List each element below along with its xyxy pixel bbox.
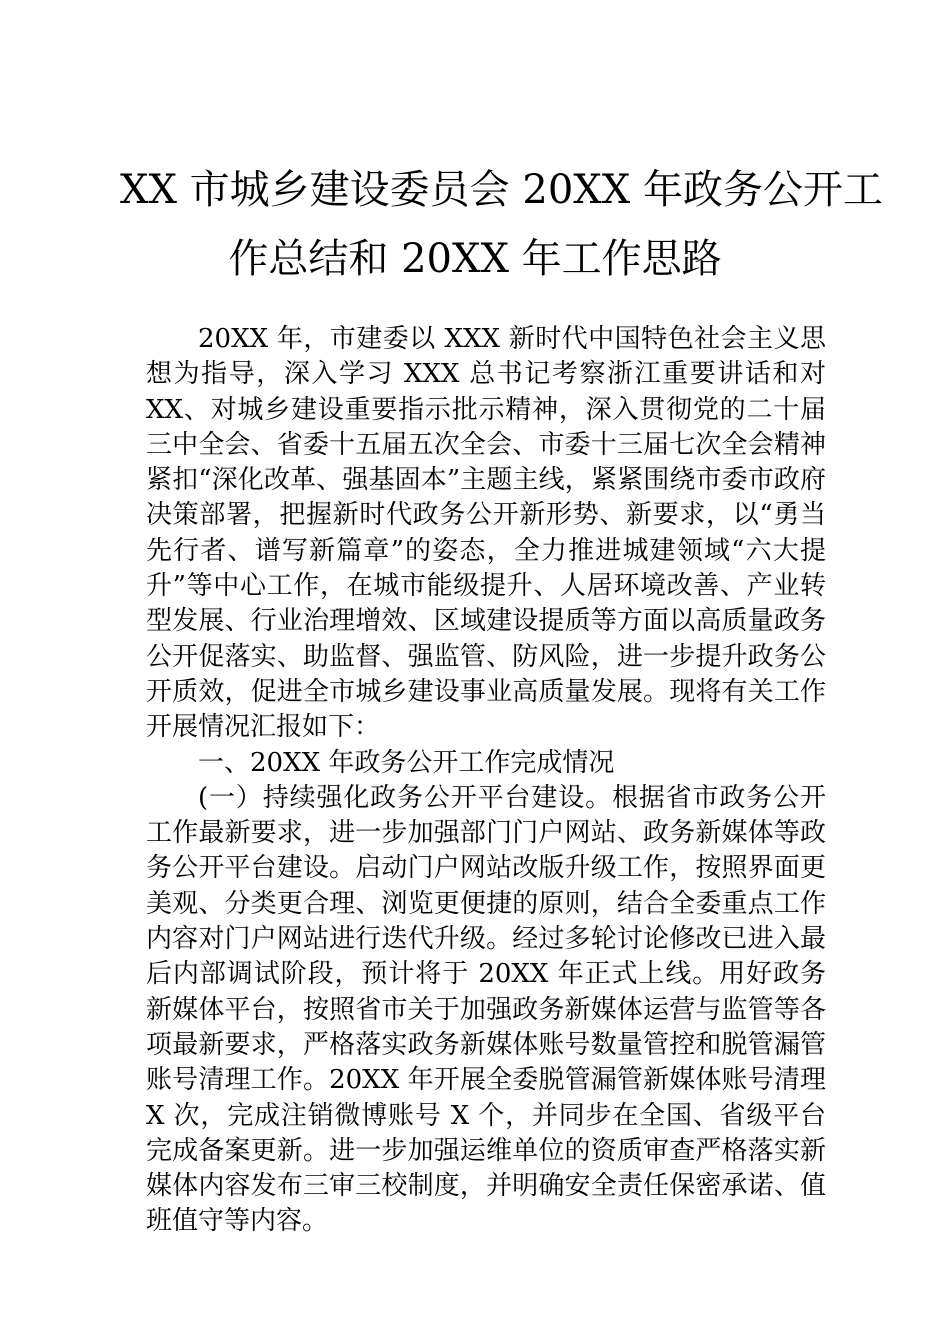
section-heading: 一、20XX 年政务公开工作完成情况 [198,747,615,778]
document-body [146,322,826,1240]
document-title-line-2: 作总结和 20XX 年工作思路 [228,236,722,282]
document-title-line-1: XX 市城乡建设委员会 20XX 年政务公开工 [120,167,883,213]
intro-paragraph: 20XX 年，市建委以 XXX 新时代中国特色社会主义思想为指导，深入学习 XXX 总书记考察浙江重要讲话和对 XX、对城乡建设重要指示批示精神，深入贯彻党的二十届三中全会、省委十五届五次全会、市委十三届七次全会精神紧扣“深化改革、强基固本”主题主线，紧紧围绕市委市政府决策部署，把握新时代政务公开新形势、新要求，以“勇当先行者、谱写新篇章”的姿态，全力推进城建领域“六大提升”等中心工作，在城市能级提升、人居环境改善、产业转型发展、行业治理增效、区域建设提质等方面以高质量政务公开促落实、助监督、强监管、防风险，进一步提升政务公开质效，促进全市城乡建设事业高质量发展。现将有关工作开展情况汇报如下： [146,324,826,743]
subsection-paragraph: (一）持续强化政务公开平台建设。根据省市政务公开工作最新要求，进一步加强部门门户网站、政务新媒体等政务公开平台建设。启动门户网站改版升级工作，按照界面更美观、分类更合理、浏览更便捷的原则，结合全委重点工作内容对门户网站进行迭代升级。经过多轮讨论修改已进入最后内部调试阶段，预计将于 20XX 年正式上线。用好政务新媒体平台，按照省市关于加强政务新媒体运营与监管等各项最新要求，严格落实政务新媒体账号数量管控和脱管漏管账号清理工作。20XX 年开展全委脱管漏管新媒体账号清理 X 次，完成注销微博账号 X 个，并同步在全国、省级平台完成备案更新。进一步加强运维单位的资质审查严格落实新媒体内容发布三审三校制度，并明确安全责任保密承诺、值班值守等内容。 [146,782,826,1237]
